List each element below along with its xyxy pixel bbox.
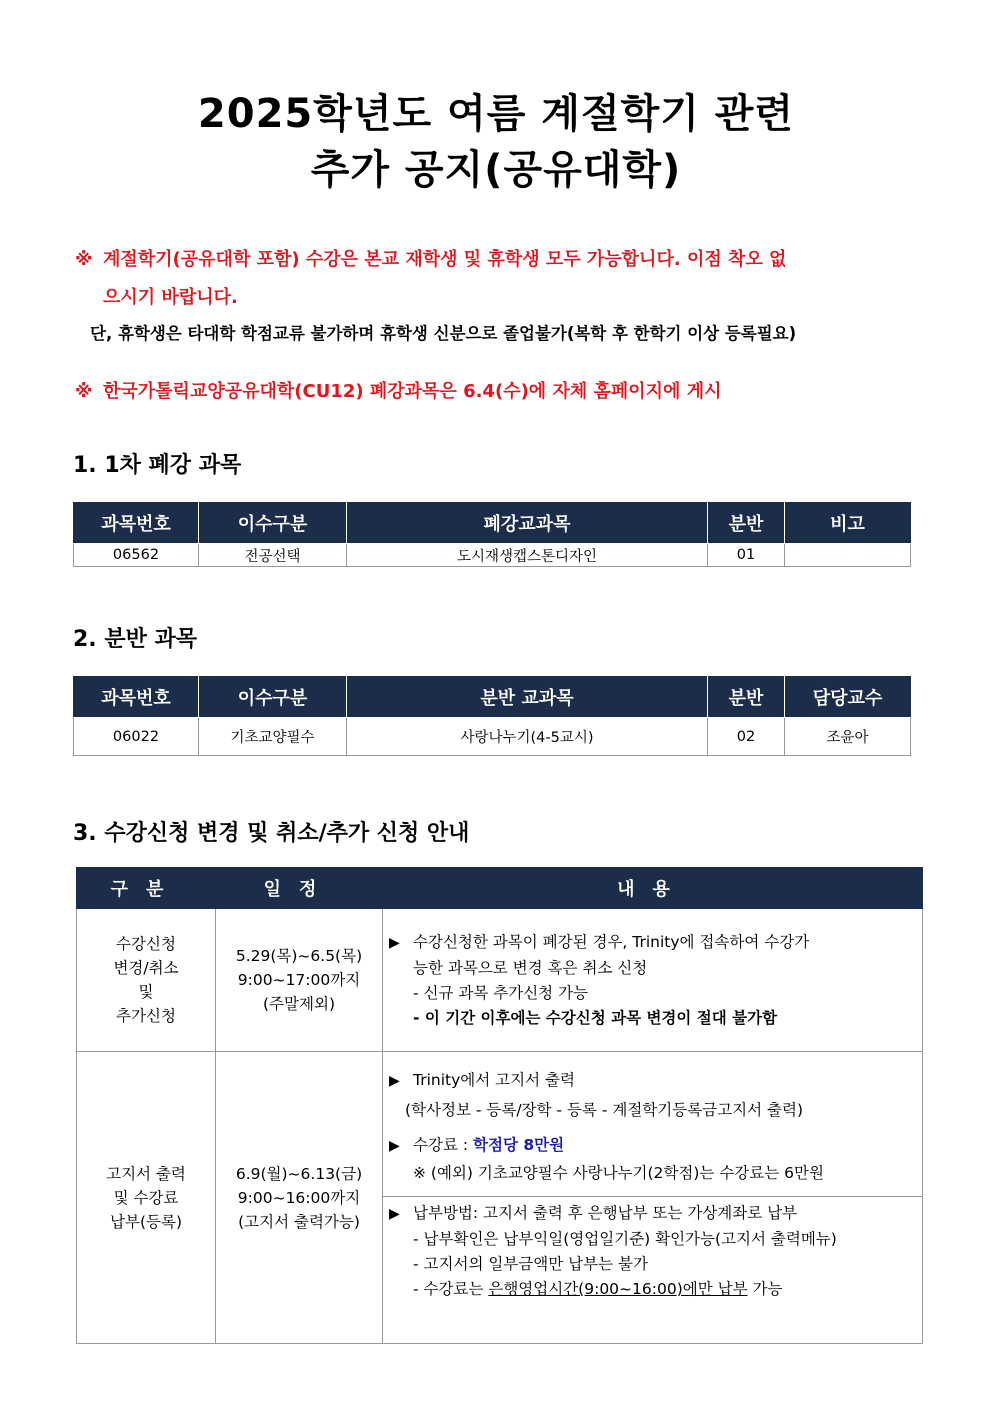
section-1-heading: 1. 1차 폐강 과목 [73, 453, 242, 478]
table-row [74, 544, 911, 567]
schedule-line: (고지서 출력가능) [238, 1212, 360, 1231]
course-name: 도시재생캡스톤디자인 [347, 544, 708, 567]
row-schedule [216, 909, 383, 1052]
table-row [77, 909, 923, 1052]
category-line: 고지서 출력 [106, 1164, 186, 1183]
column-header: 분반 [708, 677, 785, 718]
column-header: 분반 [708, 503, 785, 544]
column-header: 폐강교과목 [347, 503, 708, 544]
notice-1 [75, 241, 925, 317]
notice-1-sub: 단, 휴학생은 타대학 학점교류 불가하며 휴학생 신분으로 졸업불가(복학 후 한학기 이상 등록필요) [90, 324, 797, 343]
notice-1-line-1: 계절학기(공유대학 포함) 수강은 본교 재학생 및 휴학생 모두 가능합니다. 이점 착오 없 [103, 249, 787, 270]
underlined-text: 은행영업시간(9:00~16:00)에만 납부 [488, 1280, 748, 1298]
row-content [383, 1052, 923, 1344]
table-header-row [74, 677, 911, 718]
reference-mark-icon: ※ [75, 249, 93, 270]
course-type: 전공선택 [199, 544, 347, 567]
category-line: 수강신청 [116, 935, 176, 953]
row-category [77, 909, 216, 1052]
closed-courses-table [73, 502, 911, 567]
table-header-row [74, 503, 911, 544]
fee-value: 학점당 8만원 [473, 1136, 565, 1154]
course-name: 사랑나누기(4-5교시) [347, 718, 708, 756]
table-row [74, 718, 911, 756]
content-line: 납부방법: 고지서 출력 후 은행납부 또는 가상계좌로 납부 [413, 1204, 798, 1222]
schedule-line: 6.9(월)~6.13(금) [235, 1164, 363, 1183]
section-2-heading: 2. 분반 과목 [73, 627, 197, 652]
column-header-schedule: 일정 [216, 868, 383, 909]
notice-1-line-2: 으시기 바랍니다. [103, 287, 238, 308]
category-line: 추가신청 [116, 1007, 176, 1025]
course-number: 06562 [74, 544, 199, 567]
notice-2-text: 한국가톨릭교양공유대학(CU12) 폐강과목은 6.4(수)에 자체 홈페이지에 게시 [103, 381, 722, 402]
divider [383, 1196, 922, 1197]
column-header: 과목번호 [74, 677, 199, 718]
fee-label: 수강료 : [413, 1136, 473, 1154]
schedule-line: 9:00~17:00까지 [237, 971, 361, 989]
triangle-bullet-icon: ▶ [389, 1138, 400, 1154]
column-header-content: 내용 [383, 868, 923, 909]
category-line: 및 수강료 [113, 1188, 179, 1207]
content-text: - 수강료는 [413, 1280, 489, 1298]
title-line-1: 2025학년도 여름 계절학기 관련 [197, 91, 795, 137]
column-header: 과목번호 [74, 503, 199, 544]
course-type: 기초교양필수 [199, 718, 347, 756]
table-row [77, 1052, 923, 1344]
column-header: 담당교수 [785, 677, 911, 718]
page-title [0, 86, 992, 198]
split-courses-table [73, 676, 911, 756]
table-header-row [77, 868, 923, 909]
category-line: 납부(등록) [110, 1212, 182, 1231]
course-section: 02 [708, 718, 785, 756]
content-line [389, 1277, 918, 1302]
content-line: - 신규 과목 추가신청 가능 [413, 983, 589, 1002]
category-line: 변경/취소 [113, 959, 179, 977]
content-text: 가능 [747, 1280, 783, 1298]
title-line-2: 추가 공지(공유대학) [310, 147, 682, 193]
triangle-bullet-icon: ▶ [389, 1073, 400, 1089]
column-header-category: 구분 [77, 868, 216, 909]
row-schedule [216, 1052, 383, 1344]
reference-mark-icon: ※ [75, 381, 93, 402]
course-number: 06022 [74, 718, 199, 756]
triangle-bullet-icon: ▶ [389, 1206, 400, 1222]
schedule-line: 9:00~16:00까지 [237, 1188, 361, 1207]
column-header: 분반 교과목 [347, 677, 708, 718]
professor-name: 조윤아 [785, 718, 911, 756]
column-header: 비고 [785, 503, 911, 544]
content-line: - 고지서의 일부금액만 납부는 불가 [413, 1255, 648, 1273]
row-category [77, 1052, 216, 1344]
course-section: 01 [708, 544, 785, 567]
fee-exception: ※ (예외) 기초교양필수 사랑나누기(2학점)는 수강료는 6만원 [413, 1164, 824, 1182]
triangle-bullet-icon: ▶ [389, 934, 400, 951]
column-header: 이수구분 [199, 677, 347, 718]
content-line: 수강신청한 과목이 폐강된 경우, Trinity에 접속하여 수강가 [413, 932, 810, 951]
schedule-line: 5.29(목)~6.5(목) [235, 947, 363, 965]
row-content [383, 909, 923, 1052]
registration-guide-table [76, 867, 923, 1344]
column-header: 이수구분 [199, 503, 347, 544]
content-line: Trinity에서 고지서 출력 [413, 1071, 575, 1089]
course-remark [785, 544, 911, 567]
content-line: (학사정보 - 등록/장학 - 등록 - 계절학기등록금고지서 출력) [405, 1101, 803, 1119]
content-line: 능한 과목으로 변경 혹은 취소 신청 [413, 958, 648, 977]
schedule-line: (주말제외) [263, 995, 335, 1013]
notice-2 [75, 373, 925, 411]
content-line-warning: - 이 기간 이후에는 수강신청 과목 변경이 절대 불가함 [413, 1008, 778, 1027]
category-line: 및 [138, 983, 154, 1001]
content-line: - 납부확인은 납부익일(영업일기준) 확인가능(고지서 출력메뉴) [413, 1230, 837, 1248]
section-3-heading: 3. 수강신청 변경 및 취소/추가 신청 안내 [73, 821, 470, 846]
